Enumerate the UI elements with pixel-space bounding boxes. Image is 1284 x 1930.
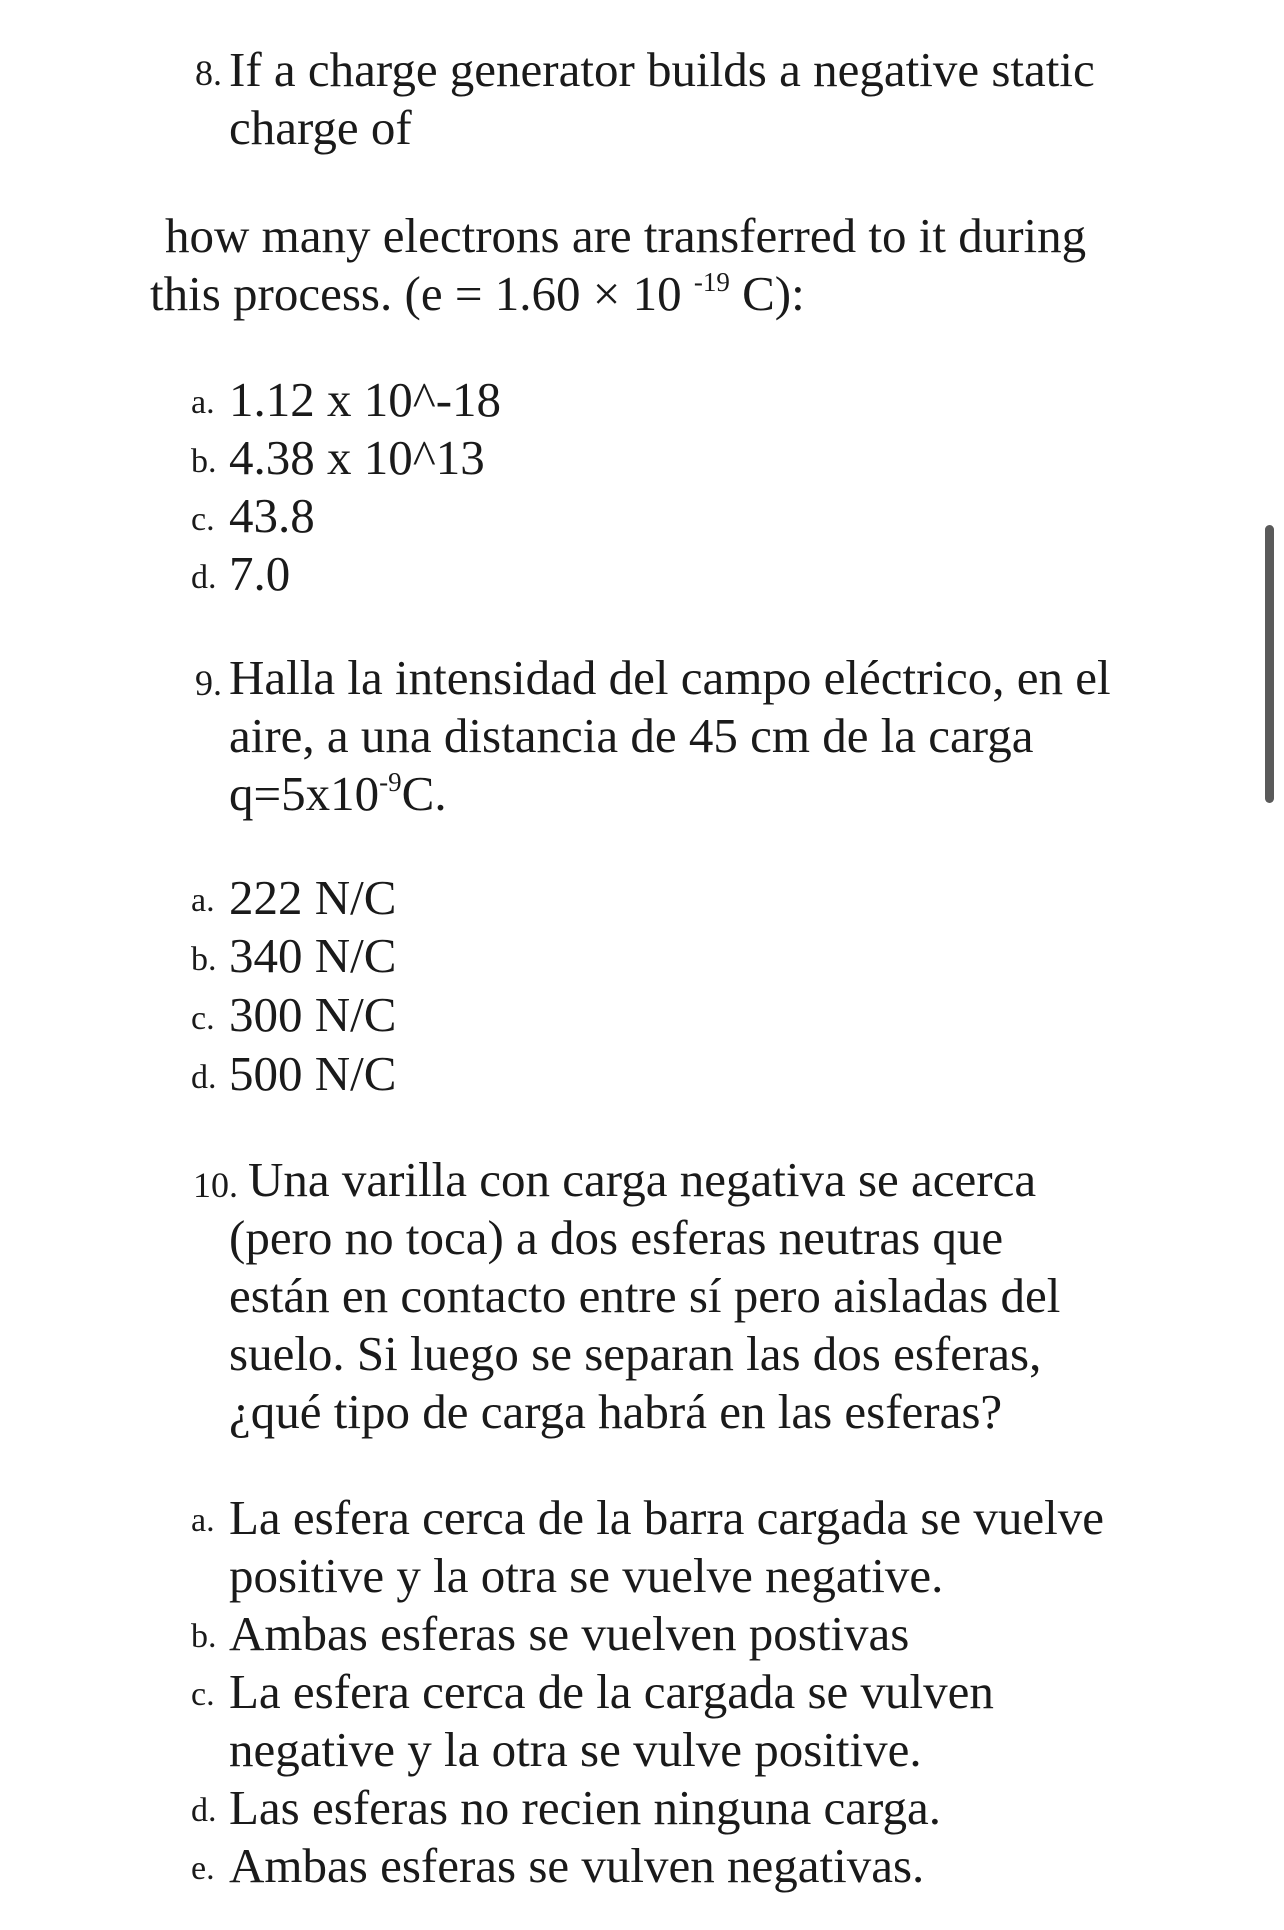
question-text-line: ¿qué tipo de carga habrá en las esferas?: [229, 1384, 1003, 1439]
question-text-line: suelo. Si luego se separan las dos esferas,: [229, 1326, 1042, 1381]
option-text: positive y la otra se vuelve negative.: [229, 1548, 944, 1603]
option-letter: d.: [191, 1059, 217, 1096]
option-letter: d.: [191, 559, 217, 596]
option-text: La esfera cerca de la cargada se vulven: [229, 1664, 994, 1719]
option-letter: c.: [191, 1676, 215, 1713]
option-letter: a.: [191, 1502, 215, 1539]
option-letter: c.: [191, 501, 215, 538]
question-text-line: están en contacto entre sí pero aisladas del: [229, 1268, 1061, 1323]
option-text: negative y la otra se vulve positive.: [229, 1722, 922, 1777]
option-letter: a.: [191, 384, 215, 421]
option-letter: a.: [191, 882, 215, 919]
question-text-line: If a charge generator builds a negative static: [229, 42, 1095, 97]
question-text-line: how many electrons are transferred to it during: [165, 208, 1087, 263]
question-text-line: $q=5x10^{-9}C$.: [229, 766, 447, 821]
option-text: Ambas esferas se vuelven postivas: [229, 1606, 910, 1661]
question-text-line: Halla la intensidad del campo eléctrico, en el: [229, 650, 1111, 705]
option-text: 500 N/C: [229, 1046, 397, 1101]
option-text: 7.0: [229, 546, 291, 601]
question-text-line: this process. (e = 1.60 × 10 $^{-19}$ C):: [150, 266, 805, 321]
option-letter: b.: [191, 443, 217, 480]
exponent: -19: [693, 267, 730, 297]
question-text-line: Una varilla con carga negativa se acerca: [248, 1152, 1037, 1207]
question-number: 8.: [195, 53, 222, 93]
question-text-line: (pero no toca) a dos esferas neutras que: [229, 1210, 1004, 1265]
option-text: Ambas esferas se vulven negativas.: [229, 1838, 925, 1893]
option-text: La esfera cerca de la barra cargada se vuelve: [229, 1490, 1105, 1545]
question-text-line: aire, a una distancia de 45 cm de la carga: [229, 708, 1034, 763]
option-letter: c.: [191, 1000, 215, 1037]
option-letter: b.: [191, 941, 217, 978]
exponent: -9: [379, 767, 402, 797]
option-text: 1.12 x 10^-18: [229, 372, 502, 427]
option-text: 4.38 x 10^13: [229, 430, 485, 485]
option-text: 300 N/C: [229, 987, 397, 1042]
question-number: 10.: [193, 1165, 238, 1205]
option-letter: e.: [191, 1850, 215, 1887]
option-text: 340 N/C: [229, 928, 397, 983]
scrollbar[interactable]: [1265, 525, 1274, 803]
option-text: Las esferas no recien ninguna carga.: [229, 1780, 941, 1835]
option-letter: b.: [191, 1618, 217, 1655]
question-text-line: charge of: [229, 100, 412, 155]
option-text: 222 N/C: [229, 870, 397, 925]
option-letter: d.: [191, 1792, 217, 1829]
question-number: 9.: [195, 663, 222, 703]
option-text: 43.8: [229, 488, 315, 543]
